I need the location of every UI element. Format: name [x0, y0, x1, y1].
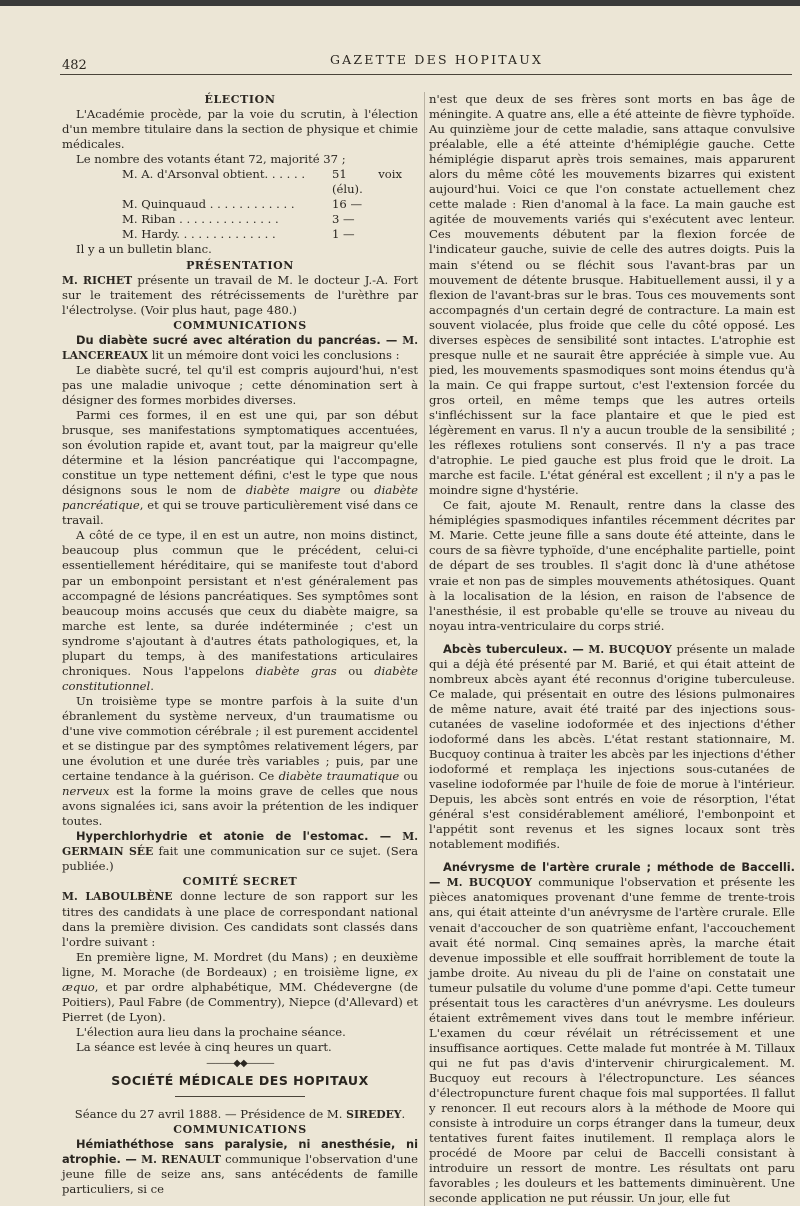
- anevrysme-para: Anévrysme de l'artère crurale ; méthode de Baccelli. — M. BUCQUOY communique l'observation et présente les pièces anatomiques provenant d'une femme de trente-trois ans, qui était atteinte d'un anévrysme de l'artère crurale. Elle venait d'accoucher de son quatrième enfant, l'accouchement avait été normal. Cinq semaines après, la marche était devenue impossible et elle souffrait horriblement de toute la jambe droite. Au niveau du pli de l'aine on constatait une tumeur pulsatile du volume d'une pomme d'api. Cette tumeur présentait tous les caractères d'un anévrysme. Les douleurs étaient extrêmement vives dans tout le membre inférieur. L'examen du cœur révélait un rétrécissement et une insuffisance aortiques. Cette malade fut montrée à M. Tillaux qui ne fut pas d'avis d'intervenir chirurgicalement. M. Bucquoy eut recours à l'électropuncture. Les séances d'électropuncture furent chaque fois mal supportées. Il fallut y renoncer. Il eut recours alors à la méthode de Moore qui consiste à introduire un corps étranger dans la tumeur, deux tentatives furent faites inutilement. Il remplaça alors le procédé de Moore par celui de Baccelli consistant à introduire un ressort de montre. Les résultats ont paru favorables ; les douleurs et les battements diminuèrent. Une seconde application ne put réussir. Un jour, elle fut: [429, 860, 796, 1206]
- communications-heading: COMMUNICATIONS: [173, 318, 307, 332]
- election-votants: Le nombre des votants étant 72, majorité 37 ;: [76, 152, 346, 167]
- header-rule: [60, 74, 792, 75]
- diabete-para: A côté de ce type, il en est un autre, non moins distinct, beaucoup plus commun que le précédent, celui-ci essentiellement héréditaire, qui se manifeste tout d'abord par un embonpoint persistant et n'est généralement pas accompagné de lésions pancréatiques. Ses symptômes sont beaucoup moins accusés que ceux du diabète maigre, sa marche est lente, sa durée indéterminée ; c'est un syndrome s'ajoutant à d'autres états pathologiques, et, la plupart du temps, à des manifestations articulaires chroniques. Nous l'appelons diabète gras ou diabète constitutionnel.: [62, 528, 418, 693]
- election-blank: Il y a un bulletin blanc.: [76, 242, 212, 257]
- presentation-text: M. RICHET présente un travail de M. le docteur J.-A. Fort sur le traitement des rétrécissements de l'urèthre par l'électrolyse. (Voir plus haut, page 480.): [62, 272, 418, 317]
- renault-comment: Ce fait, ajoute M. Renault, rentre dans la classe des hémiplégies spasmodiques infantiles récemment décrites par M. Marie. Cette jeune fille a sans doute été atteinte, dans le cours de sa fièvre typhoïde, d'une encéphalite partielle, point de départ de ses troubles. Il s'agit donc là d'une athétose vraie et non pas de simples mouvements athétosiques. Quant à la localisation de la lésion, en raison de l'absence de l'anesthésie, il est probable qu'elle se trouve au niveau du noyau intra-ventriculaire du corps strié.: [429, 498, 795, 633]
- vote-row: M. Riban . . . . . . . . . . . . . . 3 —: [122, 212, 355, 227]
- abces-para: Abcès tuberculeux. — M. BUCQUOY présente un malade qui a déjà été présenté par M. Barié, et qui était atteint de nombreux abcès ayant été reconnus d'origine tuberculeuse. Ce malade, qui présentait en outre des lésions pulmonaires de même nature, avait été traité par des injections sous-cutanées de vaseline iodoformée et des injections d'éther iodoformé dans les abcès. L'état restant stationnaire, M. Bucquoy continua à traiter les abcès par les injections d'éther iodoformé et remplaça les injections sous-cutanées de vaseline iodoformée par l'huile de foie de morue à l'intérieur. Depuis, les abcès sont entrés en voie de résorption, l'état général s'est considérablement amélioré, l'embonpoint et l'appétit sont revenus et les signes locaux sont très notablement modifiés.: [429, 641, 796, 852]
- title-rule: [175, 1096, 305, 1097]
- diabete-para: Le diabète sucré, tel qu'il est compris aujourd'hui, n'est pas une maladie univoque ; cette dénomination sert à désigner des formes morbides diverses.: [62, 362, 418, 407]
- secret-para: L'élection aura lieu dans la prochaine séance.: [76, 1024, 346, 1039]
- hemi-continuation: n'est que deux de ses frères sont morts en bas âge de méningite. A quatre ans, elle a été atteinte de fièvre typhoïde. Au quinzième jour de cette maladie, sans attaque convulsive préalable, elle a été atteinte d'hémiplégie gauche. Cette hémiplégie disparut après trois semaines, mais apparurent alors du même côté les mouvements bizarres qui existent aujourd'hui. Voici ce que l'on constate actuellement chez cette malade : Rien d'anomal à la face. La main gauche est agitée de mouvements variés qui s'exécutent avec lenteur. Ces mouvements débutent par la flexion forcée de l'indicateur gauche, suivie de celle des autres doigts. Puis la main s'étend ou se fléchit sous l'avant-bras par un mouvement de détente brusque. Habituellement aussi, il y a flexion de l'avant-bras sur le bras. Tous ces mouvements sont accompagnés d'un certain degré de contracture. La main est souvent violacée, plus froide que celle du côté opposé. Les diverses espèces de sensibilité sont intactes. L'atrophie est presque nulle et ne saurait être appréciée à simple vue. Au pied, les mouvements spasmodiques sont moins étendus qu'à la main. Ce qui frappe surtout, c'est l'extension forcée du gros orteil, en même temps que les autres orteils s'infléchissent sur la face plantaire et que le pied est légèrement en varus. Il n'y a aucun trouble de la sensibilité ; les réflexes rotuliens sont conservés. Il n'y a pas trace d'atrophie. Le pied gauche est plus froid que le droit. La marche est facile. L'état général est excellent ; il n'y a pas le moindre signe d'hystérie.: [429, 92, 795, 498]
- presentation-heading: PRÉSENTATION: [186, 258, 294, 272]
- hyper-para: Hyperchlorhydrie et atonie de l'estomac. — M. GERMAIN SÉE fait une communication sur ce sujet. (Sera publiée.): [62, 829, 419, 874]
- secret-para: M. LABOULBÈNE donne lecture de son rapport sur les titres des candidats à une place de correspondant national dans la première division. Ces candidats sont classés dans l'ordre suivant :: [62, 889, 418, 949]
- page-number: 482: [62, 58, 87, 73]
- right-column: [424, 92, 795, 1206]
- election-text: L'Académie procède, par la voie du scrutin, à l'élection d'un membre titulaire dans la section de physique et chimie médicales.: [62, 107, 418, 152]
- secret-heading: COMITÉ SECRET: [182, 875, 298, 889]
- communications2-heading: COMMUNICATIONS: [173, 1123, 307, 1137]
- secret-para: La séance est levée à cinq heures un quart.: [76, 1039, 332, 1054]
- seance-line: Séance du 27 avril 1888. — Présidence de M. SIREDEY.: [74, 1107, 406, 1122]
- societe-title: SOCIÉTÉ MÉDICALE DES HOPITAUX: [111, 1073, 369, 1088]
- diabete-para: Parmi ces formes, il en est une qui, par son début brusque, ses manifestations symptomatiques accentuées, son évolution rapide et, avant tout, par la maigreur qu'elle détermine et la lésion pancréatique qui l'accompagne, constitue un type nettement défini, c'est le type que nous désignons sous le nom de diabète maigre ou diabète pancréatique, et qui se trouve particulièrement visé dans ce travail.: [62, 407, 419, 528]
- section-divider: ———◆◆———: [206, 1058, 274, 1069]
- vote-row: M. Hardy. . . . . . . . . . . . . . 1 —: [122, 227, 355, 242]
- left-column: [62, 92, 418, 1197]
- diabete-para: Du diabète sucré avec altération du pancréas. — M. LANCEREAUX lit un mémoire dont voici les conclusions :: [62, 332, 418, 362]
- hemi-para: Hémiathéthose sans paralysie, ni anesthésie, ni atrophie. — M. RENAULT communique l'observation d'une jeune fille de seize ans, sans antécédents de famille particuliers, si ce: [62, 1137, 418, 1197]
- page-top-edge: [0, 0, 800, 6]
- running-head: GAZETTE DES HOPITAUX: [330, 52, 544, 67]
- election-heading: ÉLECTION: [204, 93, 276, 106]
- vote-row: M. A. d'Arsonval obtient. . . . . . 51 voix (élu).: [122, 167, 402, 197]
- diabete-para: Un troisième type se montre parfois à la suite d'un ébranlement du système nerveux, d'un traumatisme ou d'une vive commotion cérébrale ; il est purement accidentel et se distingue par des symptômes relativement légers, par une évolution et une durée très variables ; puis, par une certaine tendance à la guérison. Ce diabète traumatique ou nerveux est la forme la moins grave de celles que nous avons signalées ici, sans avoir la prétention de les indiquer toutes.: [62, 693, 418, 829]
- vote-row: M. Quinquaud . . . . . . . . . . . . 16 —: [122, 197, 363, 212]
- secret-para: En première ligne, M. Mordret (du Mans) ; en deuxième ligne, M. Morache (de Bordeaux) ; en troisième ligne, ex æquo, et par ordre alphabétique, MM. Chédevergne (de Poitiers), Paul Fabre (de Commentry), Niepce (d'Allevard) et Pierret (de Lyon).: [62, 949, 418, 1024]
